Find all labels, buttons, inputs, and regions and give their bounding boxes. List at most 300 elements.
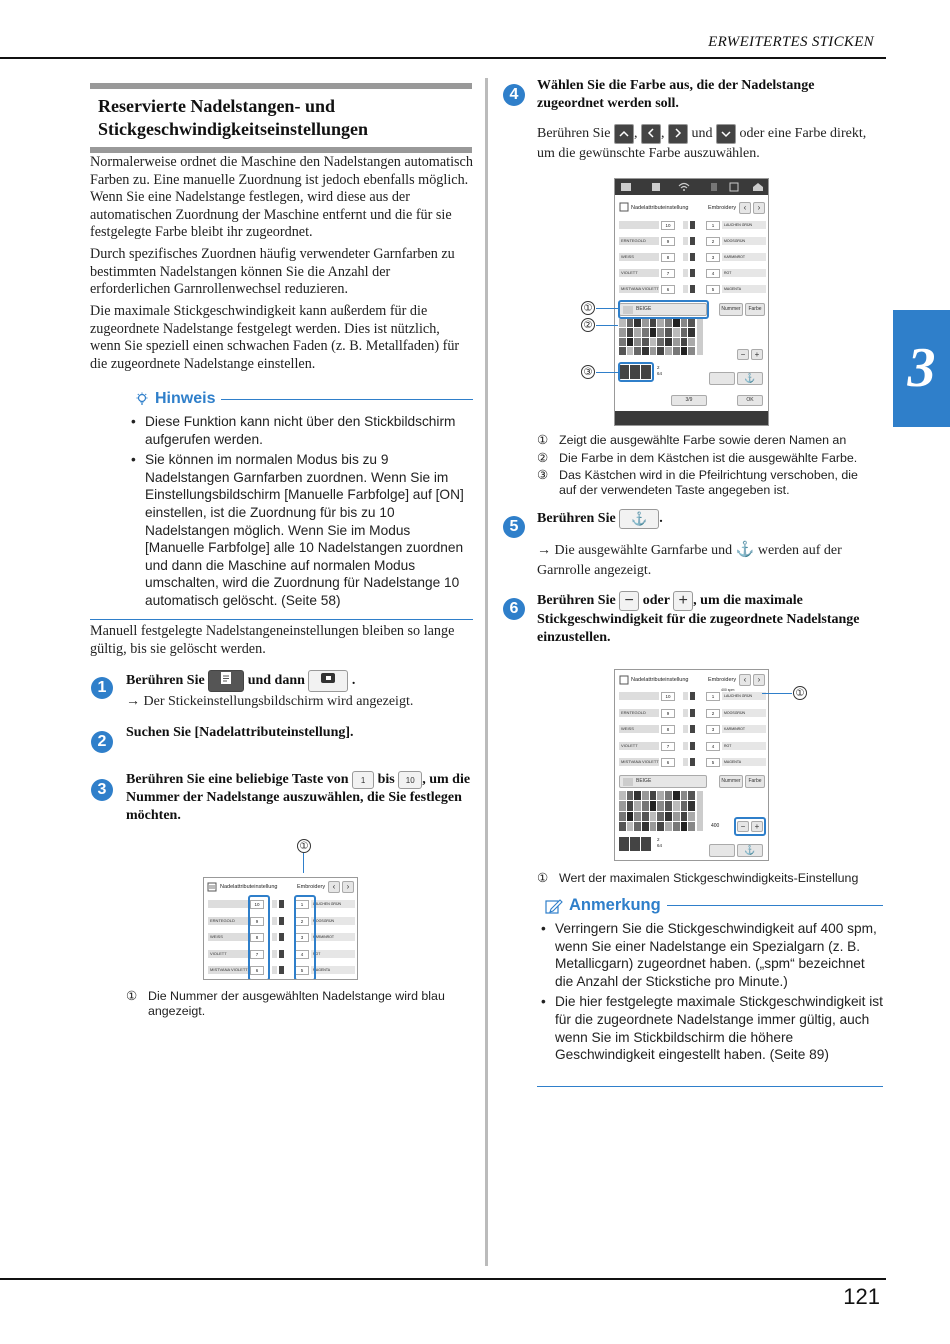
- fig2-minus-button[interactable]: −: [737, 349, 749, 360]
- frame-icon[interactable]: [728, 182, 740, 192]
- header-rule: [0, 57, 886, 59]
- needle-color-bar: [690, 692, 695, 700]
- needle-number-key[interactable]: 6: [661, 285, 675, 294]
- memo-icon: [545, 898, 563, 914]
- palette-swatch[interactable]: [657, 319, 664, 327]
- palette-swatch[interactable]: [688, 319, 695, 327]
- needle-number-key[interactable]: 7: [250, 950, 264, 959]
- pattern-key-icon[interactable]: [208, 670, 244, 692]
- palette-swatch[interactable]: [650, 801, 657, 810]
- palette-swatch[interactable]: [650, 791, 657, 800]
- needle-color-bar: [690, 742, 695, 750]
- needle-settings-icon: [207, 882, 217, 892]
- step-4-body-a: Berühren Sie: [537, 126, 611, 142]
- chevron-down-icon: [721, 130, 731, 138]
- palette-swatch[interactable]: [642, 822, 649, 831]
- step-4-text: Wählen Sie die Farbe aus, die der Nadelstange zugeordnet werden soll.: [537, 78, 815, 111]
- needle-number-key[interactable]: 2: [706, 709, 720, 718]
- step-2-text: Suchen Sie [Nadelattributeinstellung].: [126, 725, 354, 740]
- fig2-pager[interactable]: 3/9: [671, 395, 707, 406]
- fig2-counter: [657, 365, 662, 377]
- palette-swatch[interactable]: [642, 791, 649, 800]
- palette-swatch[interactable]: [657, 347, 664, 355]
- fig3-callout-line: [762, 693, 792, 694]
- needle-color-name: MAGENTA: [311, 966, 355, 974]
- needle-settings-icon: [619, 675, 629, 685]
- needle-color-bar: [683, 221, 688, 229]
- palette-swatch[interactable]: [681, 822, 688, 831]
- anchor-key-icon[interactable]: ⚓: [619, 509, 659, 529]
- needle-color-bar: [690, 758, 695, 766]
- fig2-callout-line-3: [596, 372, 618, 373]
- intro-paragraph-2: Durch spezifisches Zuordnen häufig verwendeter Garnfarben zu bestimmten Nadelstangen können Sie die Anzahl der erforderlichen Garnrollenwechsel reduzieren.: [90, 246, 455, 298]
- document-icon: [220, 671, 232, 685]
- palette-swatch[interactable]: [665, 338, 672, 346]
- fig2-counter-bottom: 64: [657, 371, 663, 376]
- needle-color-label: WEISS: [208, 933, 248, 941]
- needle-number-key[interactable]: 5: [295, 966, 309, 975]
- palette-swatch[interactable]: [657, 791, 664, 800]
- step-3-text: [126, 771, 476, 824]
- needle-key-to[interactable]: 10: [398, 771, 422, 789]
- fig3-caption: [537, 871, 877, 886]
- needle-number-key[interactable]: 2: [706, 237, 720, 246]
- palette-swatch[interactable]: [665, 328, 672, 336]
- fig2-prev-button[interactable]: ‹: [739, 202, 751, 214]
- palette-swatch[interactable]: [642, 328, 649, 336]
- step-4-comma-1: ,: [633, 126, 638, 142]
- running-header: ERWEITERTES STICKEN: [708, 34, 874, 50]
- fig2-callout-3: ③: [581, 365, 595, 379]
- palette-swatch[interactable]: [657, 812, 664, 821]
- anmerkung-item: • Verringern Sie die Stickgeschwindigkeit auf 400 spm, wenn Sie einer Nadelstange ein Spezialgarn (z. B. Metallicgarn) zugeordnet haben. („spm“ bezeichnet die Anzahl der Stickstiche pro Minute.): [541, 920, 883, 990]
- palette-swatch[interactable]: [681, 328, 688, 336]
- embroidery-icon[interactable]: [620, 182, 632, 192]
- needle-color-bar: [272, 900, 277, 908]
- fig3-minus-button[interactable]: −: [737, 821, 749, 832]
- palette-swatch[interactable]: [627, 319, 634, 327]
- palette-swatch[interactable]: [665, 319, 672, 327]
- palette-swatch[interactable]: [665, 347, 672, 355]
- palette-swatch[interactable]: [619, 347, 626, 355]
- fig2-color-palette[interactable]: [619, 319, 695, 355]
- needle-color-bar: [690, 237, 695, 245]
- palette-swatch[interactable]: [681, 338, 688, 346]
- palette-swatch[interactable]: [673, 812, 680, 821]
- palette-swatch[interactable]: [650, 328, 657, 336]
- palette-swatch[interactable]: [665, 822, 672, 831]
- palette-swatch[interactable]: [642, 347, 649, 355]
- fig2-embroidery-label: Embroidery: [708, 205, 737, 211]
- fig3-color-palette[interactable]: [619, 791, 695, 831]
- palette-swatch[interactable]: [650, 347, 657, 355]
- needle-color-bar: [683, 742, 688, 750]
- step-1-result: → Der Stickeinstellungsbildschirm wird angezeigt.: [126, 694, 414, 709]
- palette-swatch[interactable]: [650, 338, 657, 346]
- palette-swatch[interactable]: [681, 812, 688, 821]
- step-2-number: 2: [91, 731, 113, 753]
- needle-number-key[interactable]: 2: [295, 917, 309, 926]
- fig1-highlight-left: [248, 895, 270, 980]
- chevron-right-icon: [674, 128, 682, 138]
- needle-color-label: WEISS: [619, 253, 659, 261]
- palette-swatch[interactable]: [642, 812, 649, 821]
- lightbulb-icon: [135, 392, 149, 406]
- needle-color-bar: [272, 917, 277, 925]
- palette-swatch[interactable]: [627, 347, 634, 355]
- anmerkung-rule: [667, 905, 883, 906]
- needle-color-bar: [683, 237, 688, 245]
- needle-number-key[interactable]: 1: [706, 221, 720, 230]
- needle-number-key[interactable]: 4: [706, 269, 720, 278]
- plus-key-icon[interactable]: +: [673, 591, 693, 611]
- palette-swatch[interactable]: [627, 812, 634, 821]
- needle-number-key[interactable]: 7: [661, 742, 675, 751]
- needle-color-name: ROT: [722, 742, 766, 750]
- palette-swatch[interactable]: [627, 791, 634, 800]
- palette-swatch[interactable]: [673, 822, 680, 831]
- step-6-text: [537, 591, 882, 646]
- chapter-tab: 3: [893, 310, 950, 427]
- palette-swatch[interactable]: [642, 319, 649, 327]
- palette-swatch[interactable]: [673, 328, 680, 336]
- needle-color-bar: [272, 950, 277, 958]
- palette-swatch[interactable]: [634, 822, 641, 831]
- step-4-body-b: oder eine Farbe direkt, um die gewünschte Farbe auszuwählen.: [537, 126, 867, 162]
- fig3-counter-top: 2: [657, 837, 660, 842]
- fig2-highlight-color: [618, 300, 709, 319]
- fig3-spool-button[interactable]: [709, 844, 735, 857]
- needle-color-bar: [683, 253, 688, 261]
- step-5-number: 5: [503, 516, 525, 538]
- fig1-embroidery-label: Embroidery: [297, 884, 326, 890]
- needle-number-key[interactable]: 8: [250, 933, 264, 942]
- needle-number-key[interactable]: 3: [706, 253, 720, 262]
- fig3-prev-button[interactable]: ‹: [739, 674, 751, 686]
- anmerkung-header: [545, 896, 883, 915]
- fig2-farbe-button[interactable]: Farbe: [745, 303, 765, 316]
- step-5-result: [537, 540, 882, 581]
- needle-color-bar: [279, 966, 284, 974]
- needle-color-name: LAUCHEN GRÜN: [722, 221, 766, 229]
- needle-color-name: MAGENTA: [722, 758, 766, 766]
- anmerkung-end-rule: [537, 1086, 883, 1087]
- step-5-text-b: .: [659, 511, 663, 527]
- needle-color-label: VIOLETT: [619, 742, 659, 750]
- fig3-speed-label: 400 spm: [721, 688, 735, 692]
- needle-number-key[interactable]: 10: [661, 221, 675, 230]
- embroidery-settings-key-icon[interactable]: [308, 670, 348, 692]
- palette-swatch[interactable]: [681, 319, 688, 327]
- minus-key-icon[interactable]: −: [619, 591, 639, 611]
- fig1-next-button[interactable]: ›: [342, 881, 354, 893]
- needle-number-key[interactable]: 8: [661, 253, 675, 262]
- page-number: 121: [843, 1284, 880, 1309]
- needle-number-key[interactable]: 3: [706, 725, 720, 734]
- needle-number-key[interactable]: 4: [295, 950, 309, 959]
- palette-swatch[interactable]: [634, 328, 641, 336]
- settings-icon[interactable]: [708, 182, 720, 192]
- needle-number-key[interactable]: 6: [661, 758, 675, 767]
- needle-color-bar: [690, 725, 695, 733]
- palette-swatch[interactable]: [627, 338, 634, 346]
- fig2-plus-button[interactable]: +: [751, 349, 763, 360]
- palette-swatch[interactable]: [642, 338, 649, 346]
- palette-swatch[interactable]: [619, 801, 626, 810]
- fig2-next-button[interactable]: ›: [753, 202, 765, 214]
- palette-swatch[interactable]: [665, 812, 672, 821]
- palette-swatch[interactable]: [673, 338, 680, 346]
- fig2-callout-2: ②: [581, 318, 595, 332]
- fig2-counter-top: 2: [657, 365, 660, 370]
- step-4-comma-2: ,: [660, 126, 665, 142]
- fig3-next-button[interactable]: ›: [753, 674, 765, 686]
- after-note-paragraph: Manuell festgelegte Nadelstangeneinstellungen bleiben so lange gültig, bis sie gelöscht werden.: [90, 623, 455, 657]
- fig3-scrollbar[interactable]: [697, 791, 703, 831]
- palette-swatch[interactable]: [657, 822, 664, 831]
- needle-color-name: KARMINROT: [311, 933, 355, 941]
- needle-color-bar: [683, 269, 688, 277]
- palette-swatch[interactable]: [650, 812, 657, 821]
- home-icon[interactable]: [752, 182, 764, 192]
- needle-number-key[interactable]: 8: [661, 725, 675, 734]
- step-5-result-b: werden auf der Garnrolle angezeigt.: [537, 543, 842, 578]
- needle-number-key[interactable]: 9: [250, 917, 264, 926]
- needle-color-name: KARMINROT: [722, 725, 766, 733]
- fig2-anchor-button[interactable]: ⚓: [737, 372, 763, 385]
- needle-color-name: MOOSGRÜN: [722, 237, 766, 245]
- machine-icon[interactable]: [650, 182, 662, 192]
- step-6-text-a: Berühren Sie: [537, 593, 616, 609]
- needle-number-key[interactable]: 10: [661, 692, 675, 701]
- palette-swatch[interactable]: [619, 338, 626, 346]
- palette-swatch[interactable]: [619, 812, 626, 821]
- arrow-right-key[interactable]: [668, 124, 688, 144]
- needle-color-bar: [683, 285, 688, 293]
- palette-swatch[interactable]: [681, 347, 688, 355]
- step-6-number: 6: [503, 598, 525, 620]
- palette-swatch[interactable]: [627, 822, 634, 831]
- needle-color-label: VIOLETT: [208, 950, 248, 958]
- step-5-text: [537, 509, 877, 529]
- fig1-prev-button[interactable]: ‹: [328, 881, 340, 893]
- fig3-anchor-button[interactable]: ⚓: [737, 844, 763, 857]
- needle-key-from[interactable]: 1: [352, 771, 374, 789]
- needle-color-label: VIOLETT: [619, 269, 659, 277]
- needle-color-bar: [690, 285, 695, 293]
- step-1-number: 1: [91, 677, 113, 699]
- palette-swatch[interactable]: [657, 338, 664, 346]
- fig3-color-swatch: [623, 778, 633, 786]
- palette-swatch[interactable]: [619, 791, 626, 800]
- fig3-caption-text: Wert der maximalen Stickgeschwindigkeits-Einstellung: [559, 871, 859, 885]
- needle-number-key[interactable]: 4: [706, 742, 720, 751]
- needle-number-key[interactable]: 9: [661, 709, 675, 718]
- fig3-plus-button[interactable]: +: [751, 821, 763, 832]
- anmerkung-title: Anmerkung: [569, 896, 661, 914]
- palette-swatch[interactable]: [665, 801, 672, 810]
- palette-swatch[interactable]: [657, 328, 664, 336]
- palette-swatch[interactable]: [688, 812, 695, 821]
- palette-swatch[interactable]: [673, 347, 680, 355]
- step-1-text-c: .: [351, 673, 356, 689]
- palette-swatch[interactable]: [650, 822, 657, 831]
- needle-color-bar: [690, 221, 695, 229]
- fig1-panel-title: Nadelattributeinstellung: [220, 884, 278, 890]
- fig2-caption-1: [537, 433, 877, 448]
- fig3-cursor-keys[interactable]: [619, 837, 653, 851]
- palette-swatch[interactable]: [634, 338, 641, 346]
- needle-color-name: MOOSGRÜN: [311, 917, 355, 925]
- fig2-caption-2-text: Die Farbe in dem Kästchen ist die ausgewählte Farbe.: [559, 451, 858, 465]
- needle-color-label: MISTVANA VIOLETT: [621, 759, 659, 764]
- palette-swatch[interactable]: [673, 791, 680, 800]
- palette-swatch[interactable]: [688, 822, 695, 831]
- palette-swatch[interactable]: [619, 319, 626, 327]
- palette-swatch[interactable]: [627, 328, 634, 336]
- fig3-cursor-updown[interactable]: [630, 837, 640, 851]
- fig2-top-toolbar: [615, 179, 769, 195]
- hinweis-list: [131, 413, 473, 613]
- fig3-caption-mark: ①: [537, 871, 549, 885]
- fig3-highlight-speed: [734, 817, 766, 836]
- needle-color-name: KARMINROT: [722, 253, 766, 261]
- fig1-callout-1: ①: [297, 839, 311, 853]
- palette-swatch[interactable]: [673, 319, 680, 327]
- fig3-counter: [657, 837, 662, 849]
- step-4-und: und: [691, 126, 713, 142]
- needle-number-key[interactable]: 7: [661, 269, 675, 278]
- fig3-speed-value: 400: [711, 823, 720, 829]
- needle-number-key[interactable]: 3: [295, 933, 309, 942]
- needle-color-name: MAGENTA: [722, 285, 766, 293]
- needle-color-name: LAUCHEN GRÜN: [722, 692, 766, 700]
- fig1-caption-mark: ①: [126, 989, 138, 1003]
- needle-color-label: ERNTEGOLD: [619, 709, 659, 717]
- fig2-callout-line-2: [596, 325, 618, 326]
- palette-swatch[interactable]: [634, 347, 641, 355]
- fig2-ok-button[interactable]: OK: [737, 395, 763, 406]
- fig3-farbe-button[interactable]: Farbe: [745, 775, 765, 788]
- needle-color-label: MISTVANA VIOLETT: [210, 967, 248, 972]
- fig3-color-name: BEIGE: [636, 778, 652, 784]
- needle-number-key[interactable]: 6: [250, 966, 264, 975]
- fig2-nummer-button[interactable]: Nummer: [719, 303, 743, 316]
- fig2-color-name: BEIGE: [636, 306, 652, 312]
- fig3-selected-color: [619, 775, 707, 788]
- needle-number-key[interactable]: 1: [706, 692, 720, 701]
- needle-color-name: ROT: [722, 269, 766, 277]
- palette-swatch[interactable]: [634, 319, 641, 327]
- needle-color-name: LAUCHEN GRÜN: [311, 900, 355, 908]
- palette-swatch[interactable]: [619, 328, 626, 336]
- palette-swatch[interactable]: [642, 801, 649, 810]
- needle-number-key[interactable]: 1: [295, 900, 309, 909]
- palette-swatch[interactable]: [634, 801, 641, 810]
- fig2-spool-button[interactable]: [709, 372, 735, 385]
- hinweis-end-rule: [90, 619, 473, 620]
- fig3-cursor-left[interactable]: [619, 837, 629, 851]
- step-1-text-b: und dann: [247, 673, 305, 689]
- hinweis-item: • Sie können im normalen Modus bis zu 9 Nadelstangen Garnfarben zuordnen. Wenn Sie im Einstellungsbildschirm [Manuelle Farbfolge] auf [ON] einstellen, ist die Zuordnung für bis zu 10 Nadelstangen möglich. Wenn Sie im Modus [Manuelle Farbfolge] alle 10 Nadelstangen zuordnen und dann die Maschine auf normalen Modus umschalten, wird die Zuordnung für Nadelstange 10 automatisch gelöscht. (Seite 58): [131, 451, 473, 609]
- needle-color-bar: [683, 758, 688, 766]
- sewing-machine-icon: [320, 671, 336, 685]
- column-divider: [485, 78, 488, 1266]
- fig2-caption-1-mark: ①: [537, 433, 549, 447]
- fig3-callout-1: ①: [793, 686, 807, 700]
- arrow-down-key[interactable]: [716, 124, 736, 144]
- fig1-callout-line: [303, 853, 304, 873]
- fig2-caption-3-text: Das Kästchen wird in die Pfeilrichtung verschoben, die auf der verwendeten Taste angegeben ist.: [559, 468, 858, 497]
- needle-color-bar: [690, 709, 695, 717]
- fig1-highlight-right: [294, 895, 316, 980]
- needle-number-key[interactable]: 9: [661, 237, 675, 246]
- palette-swatch[interactable]: [665, 791, 672, 800]
- palette-swatch[interactable]: [657, 801, 664, 810]
- fig1-caption: [126, 989, 476, 1018]
- needle-number-key[interactable]: 5: [706, 285, 720, 294]
- fig3-screen: [614, 669, 769, 861]
- chevron-up-icon: [619, 130, 629, 138]
- step-1-text-a: Berühren Sie: [126, 673, 205, 689]
- wifi-icon[interactable]: [678, 182, 690, 192]
- needle-color-bar: [683, 725, 688, 733]
- footer-rule: [0, 1278, 886, 1280]
- palette-swatch[interactable]: [688, 328, 695, 336]
- needle-color-label: ERNTEGOLD: [208, 917, 248, 925]
- palette-swatch[interactable]: [688, 338, 695, 346]
- needle-number-key[interactable]: 10: [250, 900, 264, 909]
- fig3-nummer-button[interactable]: Nummer: [719, 775, 743, 788]
- palette-swatch[interactable]: [619, 822, 626, 831]
- palette-swatch[interactable]: [688, 791, 695, 800]
- needle-color-bar: [279, 900, 284, 908]
- hinweis-item: • Diese Funktion kann nicht über den Stickbildschirm aufgerufen werden.: [131, 413, 473, 448]
- needle-color-label: ERNTEGOLD: [619, 237, 659, 245]
- fig2-scrollbar[interactable]: [697, 319, 703, 355]
- fig3-cursor-right[interactable]: [641, 837, 651, 851]
- step-1-text: [126, 670, 476, 692]
- anchor-icon: ⚓: [735, 542, 755, 558]
- palette-swatch[interactable]: [688, 801, 695, 810]
- section-title-line1: Reservierte Nadelstangen- und: [98, 96, 335, 116]
- arrow-left-key[interactable]: [641, 124, 661, 144]
- palette-swatch[interactable]: [634, 812, 641, 821]
- palette-swatch[interactable]: [634, 791, 641, 800]
- step-6-text-b: oder: [642, 593, 670, 609]
- anmerkung-list: [541, 920, 883, 1067]
- palette-swatch[interactable]: [681, 791, 688, 800]
- intro-paragraph-3: Die maximale Stickgeschwindigkeit kann außerdem für die zugeordnete Nadelstange festgelegt werden. Dies ist nützlich, wenn Sie speziell einen schwachen Faden (z. B. Metallfaden) für die zugeordnete Nadelstange einstellen.: [90, 303, 460, 372]
- needle-color-label: [208, 900, 248, 908]
- fig2-panel-title: Nadelattributeinstellung: [631, 205, 689, 211]
- palette-swatch[interactable]: [627, 801, 634, 810]
- palette-swatch[interactable]: [650, 319, 657, 327]
- step-3-number: 3: [91, 779, 113, 801]
- palette-swatch[interactable]: [688, 347, 695, 355]
- fig2-caption-3-mark: ③: [537, 468, 549, 482]
- needle-color-label: [619, 221, 659, 229]
- needle-color-bar: [272, 933, 277, 941]
- palette-swatch[interactable]: [681, 801, 688, 810]
- needle-color-label: [619, 692, 659, 700]
- needle-number-key[interactable]: 5: [706, 758, 720, 767]
- palette-swatch[interactable]: [673, 801, 680, 810]
- chevron-left-icon: [647, 128, 655, 138]
- fig3-counter-bottom: 64: [657, 843, 663, 848]
- arrow-up-key[interactable]: [614, 124, 634, 144]
- anmerkung-item: • Die hier festgelegte maximale Stickgeschwindigkeit ist für die zugeordnete Nadelstange immer gültig, auch wenn Sie im Stickbildschirm die höhere Geschwindigkeit eingestellt haben. (Seite 89): [541, 993, 883, 1063]
